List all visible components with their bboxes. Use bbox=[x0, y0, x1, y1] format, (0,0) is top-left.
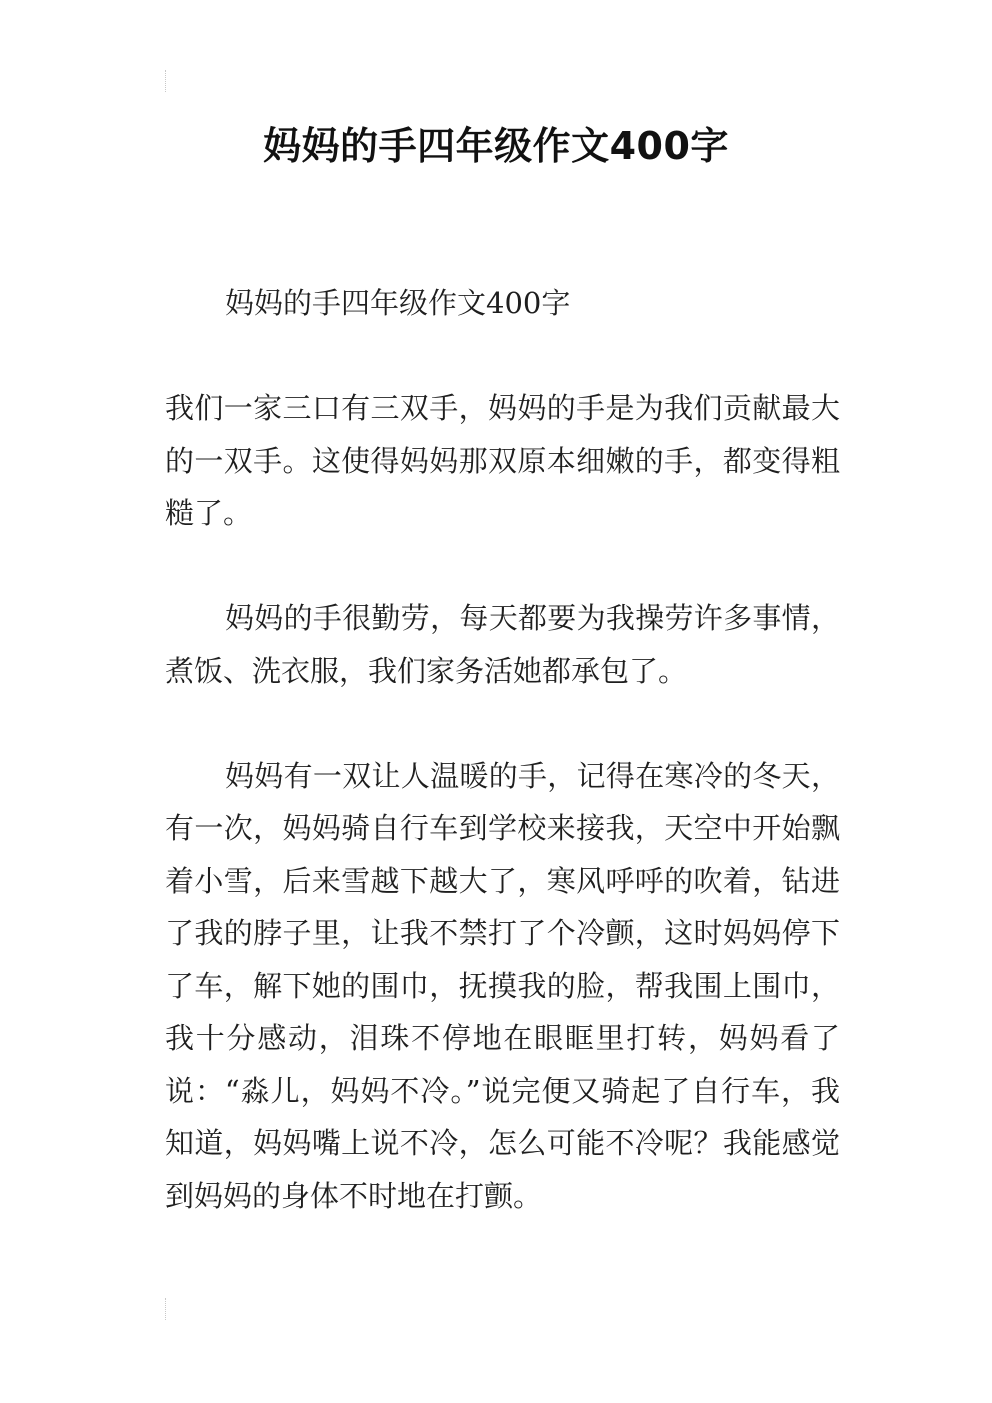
body-subtitle: 妈妈的手四年级作文400字 bbox=[225, 286, 571, 320]
bottom-margin-mark bbox=[165, 1298, 167, 1320]
top-margin-mark bbox=[165, 70, 167, 92]
paragraph-1: 我们一家三口有三双手，妈妈的手是为我们贡献最大的一双手。这使得妈妈那双原本细嫩的手，都变得粗糙了。 bbox=[165, 391, 840, 530]
document-body bbox=[165, 277, 840, 1222]
paragraph-2: 妈妈的手很勤劳，每天都要为我操劳许多事情，煮饭、洗衣服，我们家务活她都承包了。 bbox=[165, 601, 840, 688]
paragraph-3: 妈妈有一双让人温暖的手，记得在寒冷的冬天，有一次，妈妈骑自行车到学校来接我，天空中开始飘着小雪，后来雪越下越大了，寒风呼呼的吹着，钻进了我的脖子里，让我不禁打了个冷颤，这时妈妈停下了车，解下她的围巾，抚摸我的脸，帮我围上围巾，我十分感动，泪珠不停地在眼眶里打转，妈妈看了说：“淼儿，妈妈不冷。”说完便又骑起了自行车，我知道，妈妈嘴上说不冷，怎么可能不冷呢？我能感觉到妈妈的身体不时地在打颤。 bbox=[165, 758, 840, 1213]
document-title: 妈妈的手四年级作文400字 bbox=[263, 124, 729, 168]
